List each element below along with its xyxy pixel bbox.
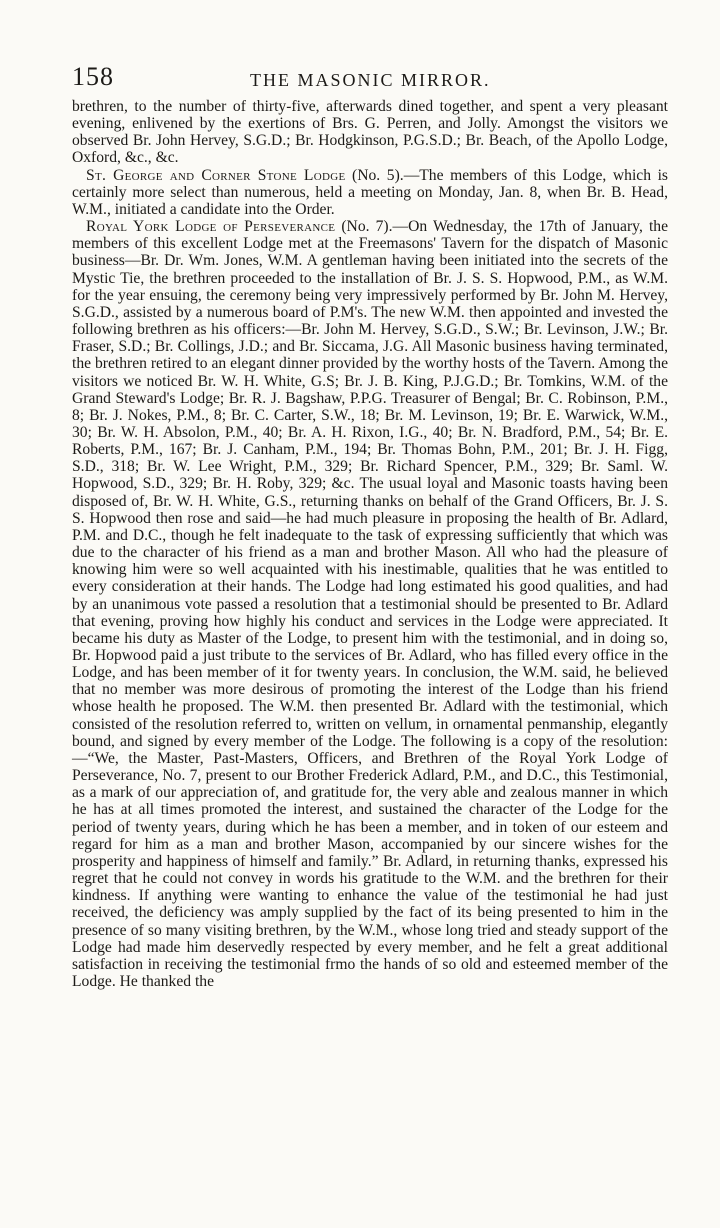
page-number: 158 <box>72 62 114 91</box>
article-body <box>72 98 668 990</box>
paragraph-st-george-lodge <box>72 167 668 218</box>
page-header <box>72 58 668 98</box>
paragraph-royal-york-lodge <box>72 218 668 990</box>
paragraph-continuation <box>72 98 668 167</box>
lodge-heading: St. George and Corner Stone Lodge <box>86 166 346 184</box>
paragraph-text: (No. 5).—The members of this Lodge, which is certainly more select than numerous, held a meeting on Monday, Jan. 8, when Br. B. Head, W.M., initiated a candidate into the Order. <box>72 166 668 218</box>
paragraph-text: (No. 7).—On Wednesday, the 17th of January, the members of this excellent Lodge met at the Freemasons' Tavern for the dispatch of Masonic business—Br. Dr. Wm. Jones, W.M. A gentleman having been initiated into the secrets of the Mystic Tie, the brethren proceeded to the installation of Br. J. S. S. Hopwood, P.M., as W.M. for the year ensuing, the ceremony being very impressively performed by Br. John M. Hervey, S.G.D., assisted by a numerous board of P.M's. The new W.M. then appointed and invested the following brethren as his officers:—Br. John M. Hervey, S.G.D., S.W.; Br. Levinson, J.W.; Br. Fraser, S.D.; Br. Collings, J.D.; and Br. Siccama, J.G. All Masonic business having terminated, the brethren retired to an elegant dinner provided by the worthy hosts of the Tavern. Among the visitors we noticed Br. W. H. White, G.S; Br. J. B. King, P.J.G.D.; Br. Tomkins, W.M. of the Grand Steward's Lodge; Br. R. J. Bagshaw, P.P.G. Treasurer of Bengal; Br. C. Robinson, P.M., 8; Br. J. Nokes, P.M., 8; Br. C. Carter, S.W., 18; Br. M. Levinson, 19; Br. E. Warwick, W.M., 30; Br. W. H. Absolon, P.M., 40; Br. A. H. Rixon, I.G., 40; Br. N. Bradford, P.M., 54; Br. E. Roberts, P.M., 167; Br. J. Canham, P.M., 194; Br. Thomas Bohn, P.M., 201; Br. J. H. Figg, S.D., 318; Br. W. Lee Wright, P.M., 329; Br. Richard Spencer, P.M., 329; Br. Saml. W. Hopwood, S.D., 329; Br. H. Roby, 329; &c. The usual loyal and Masonic toasts having been disposed of, Br. W. H. White, G.S., returning thanks on behalf of the Grand Officers, Br. J. S. S. Hopwood then rose and said—he had much pleasure in proposing the health of Br. Adlard, P.M. and D.C., though he felt inadequate to the task of expressing sufficiently that which was due to the character of his friend as a man and brother Mason. All who had the pleasure of knowing him were so well acquainted with his inestimable, qualities that he was entitled to every consideration at their hands. The Lodge had long estimated his good qualities, and had by an unanimous vote passed a resolution that a testimonial should be presented to Br. Adlard that evening, proving how highly his conduct and services in the Lodge were appreciated. It became his duty as Master of the Lodge, to present him with the testimonial, and in doing so, Br. Hopwood paid a just tribute to the services of Br. Adlard, who has filled every office in the Lodge, and has been member of it for twenty years. In conclusion, the W.M. said, he believed that no member was more desirous of promoting the interest of the Lodge than his friend whose health he proposed. The W.M. then presented Br. Adlard with the testimonial, which consisted of the resolution referred to, written on vellum, in ornamental penmanship, elegantly bound, and signed by every member of the Lodge. The following is a copy of the resolution:—“We, the Master, Past-Masters, Officers, and Brethren of the Royal York Lodge of Perseverance, No. 7, present to our Brother Frederick Adlard, P.M., and D.C., this Testimonial, as a mark of our appreciation of, and gratitude for, the very able and zealous manner in which he has at all times promoted the interest, and sustained the character of the Lodge for the period of twenty years, during which he has been a member, and in token of our esteem and regard for him as a man and brother Mason, accompanied by our sincere wishes for the prosperity and happiness of himself and family.” Br. Adlard, in returning thanks, expressed his regret that he could not convey in words his gratitude to the W.M. and the brethren for their kindness. If anything were wanting to enhance the value of the testimonial he had just received, the deficiency was amply supplied by the fact of its being presented to him in the presence of so many visiting brethren, by the W.M., whose long tried and steady support of the Lodge had made him deservedly respected by every member, and he felt a great additional satisfaction in receiving the testimonial frmo the hands of so old and esteemed member of the Lodge. He thanked the <box>72 218 668 990</box>
running-title: THE MASONIC MIRROR. <box>250 70 491 90</box>
lodge-heading: Royal York Lodge of Perseverance <box>86 218 336 236</box>
paragraph-text: brethren, to the number of thirty-five, afterwards dined together, and spent a very pleasant evening, enlivened by the exertions of Brs. G. Perren, and Jolly. Amongst the visitors we observed Br. John Hervey, S.G.D.; Br. Hodgkinson, P.G.S.D.; Br. Beach, of the Apollo Lodge, Oxford, &c., &c. <box>72 98 668 167</box>
